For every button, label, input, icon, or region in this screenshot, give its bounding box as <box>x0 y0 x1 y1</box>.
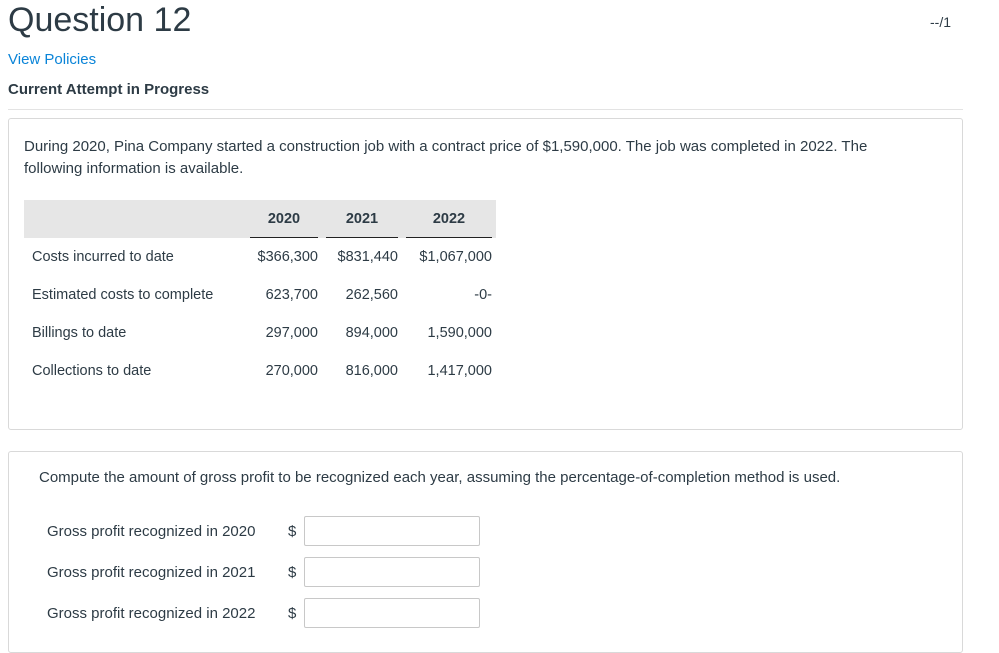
table-header-row <box>24 200 496 238</box>
table-row <box>24 314 496 352</box>
score: --/1 <box>930 14 951 30</box>
cell: 623,700 <box>265 287 318 303</box>
cell: 894,000 <box>345 325 398 341</box>
header-label: 2021 <box>326 201 398 238</box>
cell: 1,417,000 <box>427 363 492 379</box>
field-label: Gross profit recognized in 2020 <box>47 522 256 540</box>
row-label: Estimated costs to complete <box>32 287 214 303</box>
problem-panel <box>8 118 963 430</box>
header-blank <box>24 200 246 238</box>
gross-profit-2021-input[interactable] <box>304 557 480 587</box>
row-label: Collections to date <box>32 363 152 379</box>
cell: 1,590,000 <box>427 325 492 341</box>
header-2021 <box>322 200 402 238</box>
divider <box>8 109 963 110</box>
cell: 262,560 <box>345 287 398 303</box>
answer-panel <box>8 451 963 653</box>
attempt-status: Current Attempt in Progress <box>8 81 210 98</box>
currency-symbol: $ <box>288 522 297 540</box>
question-title: Question 12 <box>8 1 192 39</box>
table-row <box>24 238 496 276</box>
data-table <box>24 200 496 390</box>
currency-symbol: $ <box>288 604 297 622</box>
cell: 297,000 <box>265 325 318 341</box>
header-2020 <box>246 200 322 238</box>
cell: $1,067,000 <box>419 249 492 265</box>
row-label: Costs incurred to date <box>32 249 174 265</box>
view-policies-link[interactable]: View Policies <box>8 51 97 68</box>
currency-symbol: $ <box>288 563 297 581</box>
answer-row-2020 <box>47 516 480 546</box>
answer-prompt: Compute the amount of gross profit to be recognized each year, assuming the percentage-of-completion method is used. <box>39 469 841 486</box>
gross-profit-2022-input[interactable] <box>304 598 480 628</box>
problem-intro: During 2020, Pina Company started a construction job with a contract price of $1,590,000. The job was completed in 2022. The following information is available. <box>24 138 868 177</box>
field-label: Gross profit recognized in 2022 <box>47 604 256 622</box>
cell: 816,000 <box>345 363 398 379</box>
header-label: 2020 <box>250 201 318 238</box>
field-label: Gross profit recognized in 2021 <box>47 563 256 581</box>
answer-row-2022 <box>47 598 480 628</box>
answer-row-2021 <box>47 557 480 587</box>
header-label: 2022 <box>406 201 492 238</box>
table-row <box>24 352 496 390</box>
gross-profit-2020-input[interactable] <box>304 516 480 546</box>
cell: 270,000 <box>265 363 318 379</box>
cell: -0- <box>474 287 492 303</box>
cell: $831,440 <box>337 249 398 265</box>
row-label: Billings to date <box>32 325 127 341</box>
table-row <box>24 276 496 314</box>
header-2022 <box>402 200 496 238</box>
cell: $366,300 <box>257 249 318 265</box>
